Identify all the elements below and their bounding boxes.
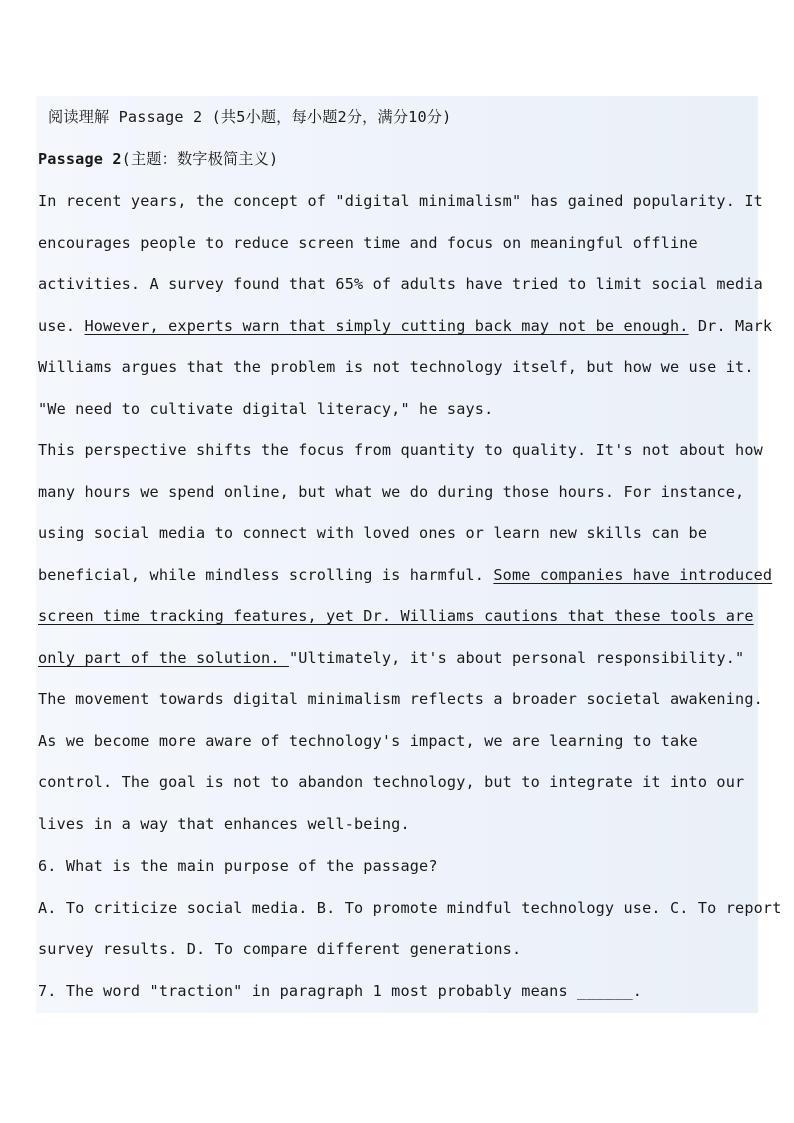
passage-heading [38,145,278,173]
underlined-sentence: only part of the solution. [38,649,289,667]
passage-label: Passage 2 [38,150,122,168]
passage-text: "Ultimately, it's about personal responsibility." [288,649,745,667]
passage-text: Dr. Mark [688,317,773,335]
passage-line: lives in a way that enhances well-being. [38,815,410,833]
reading-section [36,96,782,1013]
passage-line [38,561,772,589]
passage-line: encourages people to reduce screen time and focus on meaningful offline [38,234,698,252]
passage-line: using social media to connect with loved ones or learn new skills can be [38,524,708,542]
underlined-sentence: screen time tracking features, yet Dr. Williams cautions that these tools are [38,607,754,625]
question-6-stem: 6. What is the main purpose of the passage? [38,857,438,875]
passage-line: In recent years, the concept of "digital minimalism" has gained popularity. It [38,192,763,210]
passage-line: control. The goal is not to abandon technology, but to integrate it into our [38,773,745,791]
passage-line: many hours we spend online, but what we do during those hours. For instance, [38,483,745,501]
passage-line [38,602,754,630]
question-6-options-line-1: A. To criticize social media. B. To promote mindful technology use. C. To report [38,899,782,917]
passage-line: "We need to cultivate digital literacy," he says. [38,400,494,418]
passage-line: The movement towards digital minimalism reflects a broader societal awakening. [38,690,763,708]
passage-line [38,312,772,340]
passage-line: As we become more aware of technology's impact, we are learning to take [38,732,698,750]
passage-text: use. [38,317,85,335]
underlined-sentence: However, experts warn that simply cutting back may not be enough. [84,317,689,335]
passage-text: beneficial, while mindless scrolling is harmful. [38,566,494,584]
passage-line: Williams argues that the problem is not technology itself, but how we use it. [38,358,754,376]
question-6-options-line-2: survey results. D. To compare different generations. [38,940,522,958]
question-7-stem: 7. The word "traction" in paragraph 1 most probably means ______. [38,982,643,1000]
passage-line: This perspective shifts the focus from quantity to quality. It's not about how [38,441,763,459]
passage-topic: (主题：数字极简主义) [121,150,279,168]
passage-line [38,644,744,672]
underlined-sentence: Some companies have introduced [493,566,773,584]
passage-line: activities. A survey found that 65% of adults have tried to limit social media [38,275,763,293]
section-title: 阅读理解 Passage 2 (共5小题，每小题2分，满分10分) [48,108,452,126]
